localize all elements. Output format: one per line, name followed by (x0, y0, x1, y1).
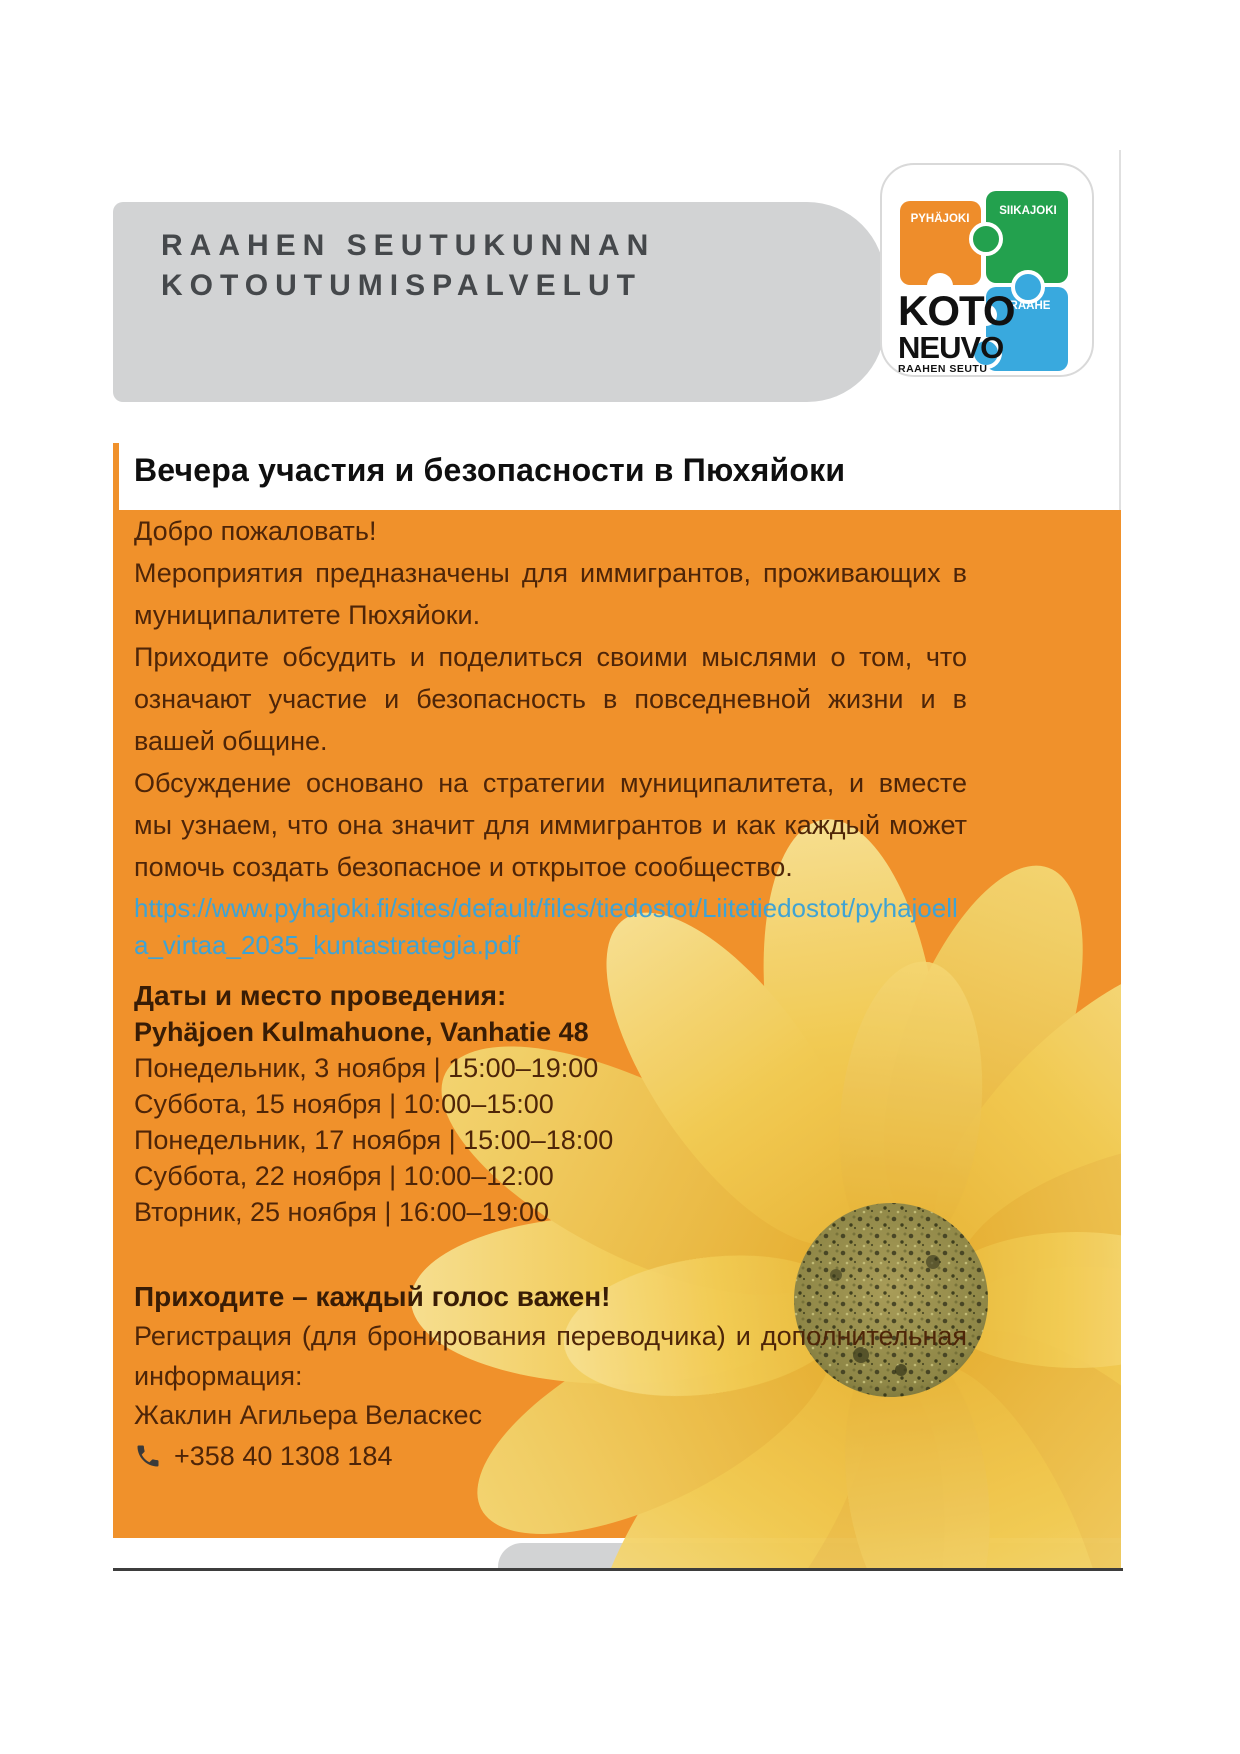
strategy-pdf-link[interactable]: https://www.pyhajoki.fi/sites/default/files/tiedostot/Liitetiedostot/pyhajoella_virtaa_2035_kuntastrategia.pdf (134, 893, 958, 960)
discussion-paragraph: Приходите обсудить и поделиться своими мыслями о том, что означают участие и безопасность в повседневной жизни и в вашей общине. (134, 642, 967, 756)
dates-block (134, 978, 967, 1230)
phone-icon (134, 1442, 162, 1470)
header-band (113, 202, 885, 402)
title-accent-bar (113, 443, 119, 510)
flyer-content (134, 510, 967, 1474)
contact-name: Жаклин Агильера Веласкес (134, 1400, 482, 1430)
puzzle-label-pyhajoki: PYHÄJOKI (910, 213, 970, 225)
organization-name (113, 202, 885, 306)
cta-heading: Приходите – каждый голос важен! (134, 1281, 611, 1312)
schedule-item: Понедельник, 3 ноября | 15:00–19:00 (134, 1053, 599, 1083)
contact-block (134, 1278, 967, 1474)
schedule-item: Понедельник, 17 ноября | 15:00–18:00 (134, 1125, 614, 1155)
welcome-line: Добро пожаловать! (134, 516, 377, 546)
dates-heading: Даты и место проведения: (134, 980, 507, 1011)
organization-name-line1: RAAHEN SEUTUKUNNAN (161, 229, 656, 262)
venue-line: Pyhäjoen Kulmahuone, Vanhatie 48 (134, 1017, 589, 1047)
puzzle-label-raahe: RAAHE (1009, 300, 1051, 312)
kotoneuvo-logo-card (880, 163, 1094, 377)
page-bottom-border (113, 1568, 1123, 1571)
registration-line: Регистрация (для бронирования переводчика) и дополнительная информация: (134, 1321, 967, 1391)
brand-koto: KOTO (898, 287, 1015, 334)
brand-neuvo: NEUVO (898, 330, 1004, 365)
page-title: Вечера участия и безопасности в Пюхяйоки (134, 452, 846, 488)
strategy-paragraph: Обсуждение основано на стратегии муниципалитета, и вместе мы узнаем, что она значит для иммигрантов и как каждый может помочь создать безопасное и открытое сообщество. (134, 768, 967, 882)
phone-row (134, 1438, 967, 1474)
intro-paragraph: Мероприятия предназначены для иммигрантов, проживающих в муниципалитете Пюхяйоки. (134, 558, 967, 630)
brand-raahen-seutu: RAAHEN SEUTU (898, 363, 988, 375)
schedule-item: Суббота, 22 ноября | 10:00–12:00 (134, 1161, 554, 1191)
puzzle-label-siikajoki: SIIKAJOKI (999, 205, 1057, 217)
schedule-item: Суббота, 15 ноября | 10:00–15:00 (134, 1089, 554, 1119)
phone-number[interactable]: +358 40 1308 184 (174, 1441, 393, 1471)
schedule-item: Вторник, 25 ноября | 16:00–19:00 (134, 1197, 550, 1227)
organization-name-line2: KOTOUTUMISPALVELUT (161, 269, 642, 302)
kotoneuvo-logo (882, 165, 1092, 375)
flyer-body (113, 510, 1121, 1568)
